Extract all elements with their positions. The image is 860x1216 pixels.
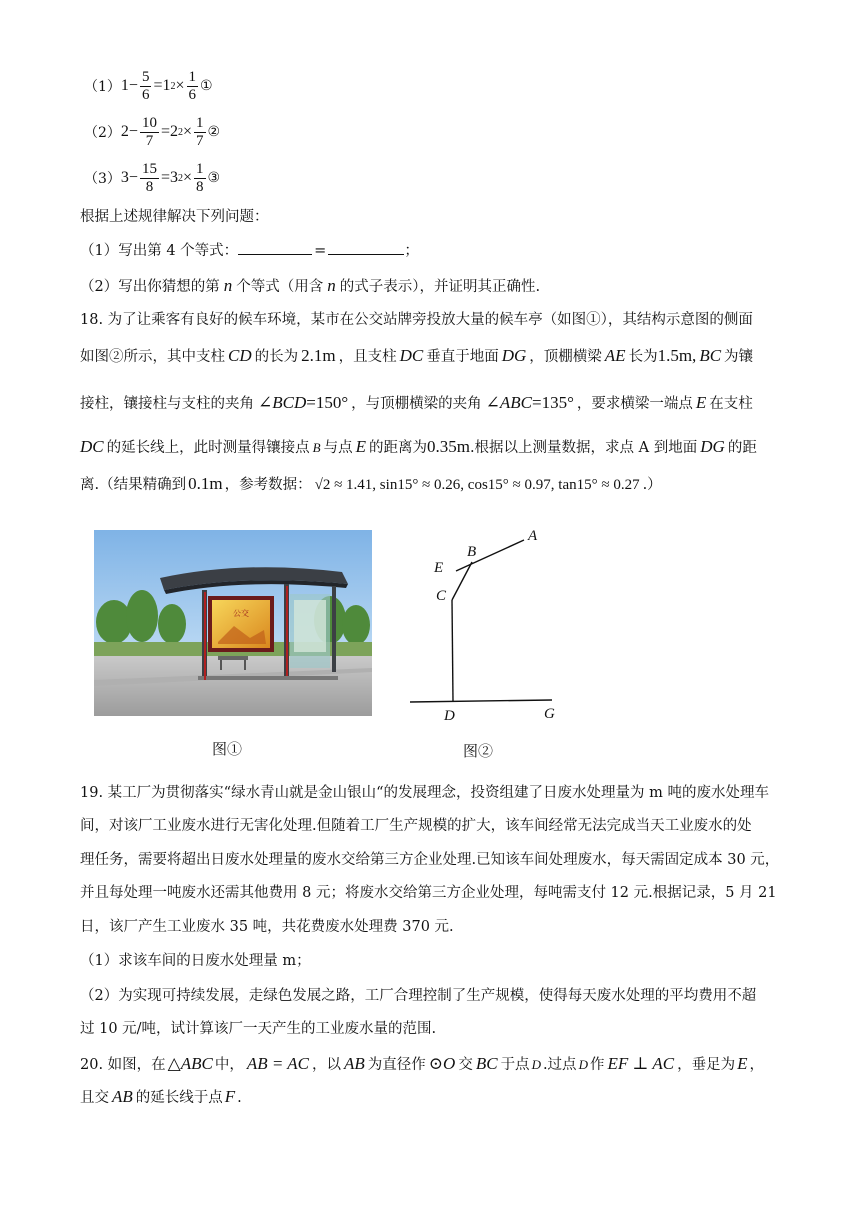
seg-cd: CD xyxy=(228,346,252,365)
fraction xyxy=(140,69,152,104)
minus-sign: − xyxy=(128,169,138,186)
answer-blank-right[interactable] xyxy=(328,240,404,255)
eq-label: （3） xyxy=(84,171,121,187)
text: ，以 xyxy=(312,1057,342,1073)
figure1-caption: 图① xyxy=(212,740,243,758)
point-b: B xyxy=(312,440,321,455)
problem19-line5: 日，该厂产生工业废水 35 吨，共花费废水处理费 370 元. xyxy=(80,919,454,935)
q1-text: （1）写出第 4 个等式： xyxy=(80,243,239,259)
problem17-question1 xyxy=(80,240,419,262)
circled-mark: ③ xyxy=(207,170,221,186)
q2-text: （2）写出你猜想的第 xyxy=(80,279,220,295)
exponent: 2 xyxy=(177,126,183,138)
problem18-line1: 18. 为了让乘客有良好的候车环境，某市在公交站牌旁投放大量的候车亭（如图①），其结构示意图的侧面 xyxy=(80,312,753,328)
text: ，参考数据： xyxy=(224,477,312,493)
equals-sign: = xyxy=(314,243,327,259)
denominator: 8 xyxy=(196,178,204,195)
text: 在支柱 xyxy=(709,396,753,412)
perpendicular-ef-ac: EF ⊥ AC xyxy=(607,1054,675,1073)
seg-bc: BC xyxy=(475,1054,498,1073)
var-n: n xyxy=(327,276,336,295)
text: 为直径作 xyxy=(367,1057,426,1073)
circle-o: ⊙O xyxy=(428,1054,456,1073)
text: 20. 如图，在 xyxy=(80,1057,166,1073)
fraction xyxy=(140,115,159,150)
numerator: 1 xyxy=(196,160,204,177)
point-d: D xyxy=(578,1057,588,1072)
circled-mark: ② xyxy=(207,124,221,140)
problem20-line2 xyxy=(80,1086,242,1109)
text: 交 xyxy=(458,1057,473,1073)
denominator: 7 xyxy=(145,132,154,149)
seg-dg: DG xyxy=(501,346,527,365)
point-d: D xyxy=(531,1057,541,1072)
var-n: n xyxy=(223,276,233,295)
seg-ab: AB xyxy=(112,1087,133,1106)
point-f: F xyxy=(224,1087,236,1106)
numerator: 15 xyxy=(141,160,157,177)
text: 接柱，镶接柱与支柱的夹角 xyxy=(80,396,254,412)
problem18-line4 xyxy=(80,436,757,459)
text: 于点 xyxy=(500,1057,530,1073)
problem19-question1: （1）求该车间的日废水处理量 m； xyxy=(80,953,311,969)
problem19-line1: 19. 某工厂为贯彻落实“绿水青山就是金山银山“的发展理念，投资组建了日废水处理量为 m 吨的废水处理车 xyxy=(80,785,769,801)
label-a: A xyxy=(528,528,538,544)
reference-data: √2 ≈ 1.41, sin15° ≈ 0.26, cos15° ≈ 0.97, tan15° ≈ 0.27 xyxy=(314,477,640,493)
text: 中， xyxy=(214,1057,244,1073)
label-d: D xyxy=(444,708,455,724)
text: ，顶棚横梁 xyxy=(529,349,602,365)
problem18-line5 xyxy=(80,473,662,496)
problem17-intro: 根据上述规律解决下列问题： xyxy=(80,209,269,225)
times-sign: × xyxy=(175,77,185,94)
pillar-dc xyxy=(452,600,453,701)
angle-value: =135° xyxy=(532,393,574,412)
numerator: 10 xyxy=(141,114,157,131)
text: ，垂足为 xyxy=(677,1057,736,1073)
fraction xyxy=(194,161,206,196)
problem17-question2 xyxy=(80,275,540,298)
label-b: B xyxy=(467,544,477,560)
ground-line-dg xyxy=(410,700,552,702)
numerator: 1 xyxy=(188,68,197,85)
times-sign: × xyxy=(182,123,193,140)
eq-label: （2） xyxy=(84,125,121,141)
text: 的长为 xyxy=(254,349,299,365)
label-g: G xyxy=(544,706,555,722)
problem18-line3 xyxy=(80,392,753,415)
condition-ab-ac: AB = AC xyxy=(246,1054,310,1073)
fraction xyxy=(194,115,206,150)
text: 离.（结果精确到 xyxy=(80,477,187,493)
seg-dc: DC xyxy=(399,346,424,365)
text: 为镶 xyxy=(724,349,754,365)
minus-sign: − xyxy=(128,123,138,140)
denominator: 7 xyxy=(196,132,204,149)
text: ， xyxy=(749,1057,765,1073)
seg-dc: DC xyxy=(80,437,104,456)
fraction xyxy=(187,69,199,104)
problem19-question2-line1: （2）为实现可持续发展，走绿色发展之路，工厂合理控制了生产规模，使得每天废水处理的平均费用不超 xyxy=(80,988,757,1004)
seg-dg: DG xyxy=(700,437,725,456)
angle-bcd: ∠BCD xyxy=(258,393,307,412)
base: 3 xyxy=(169,169,178,186)
problem19-line2: 间，对该厂工业废水进行无害化处理.但随着工厂生产规模的扩大，该车间经常无法完成当天工业废水的处 xyxy=(80,818,752,834)
bus-shelter-photo xyxy=(94,530,372,716)
text: .过点 xyxy=(542,1057,577,1073)
denominator: 6 xyxy=(188,86,197,103)
base: 2 xyxy=(169,123,178,140)
base: 1 xyxy=(162,77,171,94)
text: . xyxy=(237,1090,242,1106)
seg-bc: BC xyxy=(699,346,722,365)
text: .根据以上测量数据，求点 A 到地面 xyxy=(469,440,698,456)
denominator: 6 xyxy=(141,86,150,103)
text: .） xyxy=(642,477,662,493)
structure-diagram xyxy=(400,520,580,730)
equation-1 xyxy=(84,64,213,108)
q1-end: ； xyxy=(404,243,419,259)
equals-sign: = xyxy=(160,123,170,140)
q2-text: 的式子表示），并证明其正确性. xyxy=(339,279,541,295)
text: 的延长线于点 xyxy=(135,1090,223,1106)
text: 如图②所示，其中支柱 xyxy=(80,349,225,365)
text: 作 xyxy=(589,1057,605,1073)
angle-abc: ∠ABC xyxy=(485,393,532,412)
text: 且交 xyxy=(80,1090,109,1106)
exponent: 2 xyxy=(177,172,183,184)
point-e: E xyxy=(737,1054,748,1073)
fraction xyxy=(140,161,159,196)
q2-text: 个等式（用含 xyxy=(236,279,324,295)
shelter-sign-text: 公交 xyxy=(233,609,249,618)
figure2-caption: 图② xyxy=(463,742,494,760)
text: ，与顶棚横梁的夹角 xyxy=(351,396,482,412)
angle-value: =150° xyxy=(306,393,349,412)
answer-blank-left[interactable] xyxy=(238,240,312,255)
problem19-line3: 理任务，需要将超出日废水处理量的废水交给第三方企业处理.已知该车间处理废水，每天需固定成本 30 元， xyxy=(80,852,780,868)
text: ，且支柱 xyxy=(338,349,397,365)
equation-2 xyxy=(84,110,220,154)
triangle-abc: △ABC xyxy=(167,1054,213,1073)
point-e: E xyxy=(695,393,707,412)
text: ，要求横梁一端点 xyxy=(576,396,693,412)
exponent: 2 xyxy=(170,80,176,92)
problem20-line1 xyxy=(80,1053,764,1076)
text: 长为 xyxy=(628,349,658,365)
eq-int: 2 xyxy=(120,123,129,140)
problem19-line4: 并且每处理一吨废水还需其他费用 8 元；将废水交给第三方企业处理，每吨需支付 12 元.根据记录，5 月 21 xyxy=(80,885,777,901)
numerator: 5 xyxy=(141,68,150,85)
eq-label: （1） xyxy=(84,79,121,95)
equals-sign: = xyxy=(160,169,170,186)
text: 的延长线上，此时测量得镶接点 xyxy=(106,440,310,456)
minus-sign: − xyxy=(128,77,138,94)
eq-int: 3 xyxy=(120,169,129,186)
length-value: 2.1m xyxy=(301,346,336,365)
problem18-line2 xyxy=(80,345,753,368)
equation-3 xyxy=(84,156,220,200)
times-sign: × xyxy=(182,169,193,186)
label-e: E xyxy=(434,560,444,576)
length-value: 0.35m xyxy=(426,437,470,456)
text: 的距离为 xyxy=(368,440,427,456)
seg-ae: AE xyxy=(604,346,626,365)
label-c: C xyxy=(436,588,447,604)
point-e: E xyxy=(355,437,366,456)
text: 垂直于地面 xyxy=(426,349,499,365)
problem19-question2-line2: 过 10 元/吨，试计算该厂一天产生的工业废水量的范围. xyxy=(80,1021,437,1037)
seg-ab: AB xyxy=(344,1054,365,1073)
precision-value: 0.1m xyxy=(188,474,223,493)
equals-sign: = xyxy=(153,77,163,94)
denominator: 8 xyxy=(145,178,154,195)
eq-int: 1 xyxy=(120,77,129,94)
text: 与点 xyxy=(323,440,353,456)
circled-mark: ① xyxy=(200,78,213,94)
text: 的距 xyxy=(727,440,757,456)
length-value: 1.5m, xyxy=(657,346,697,365)
numerator: 1 xyxy=(196,114,204,131)
